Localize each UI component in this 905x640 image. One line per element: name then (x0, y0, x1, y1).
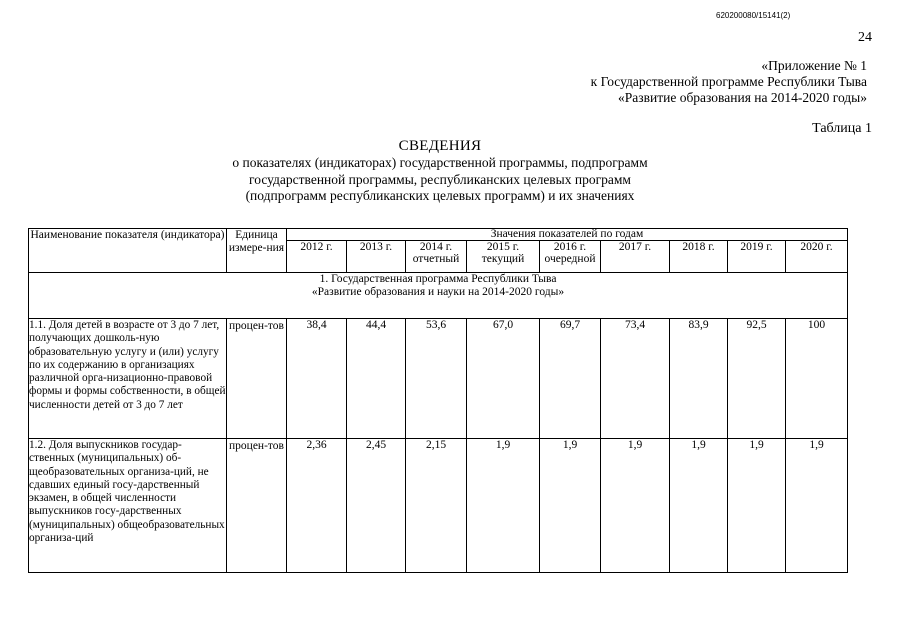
title-line-2: государственной программы, республиканских целевых программ (249, 171, 631, 187)
document-id: 620200080/15141(2) (716, 11, 791, 20)
indicator-value: 69,7 (540, 319, 601, 439)
document-title (0, 138, 880, 205)
page-number: 24 (858, 30, 872, 45)
indicator-value: 2,45 (347, 439, 406, 573)
section-title-line-1: 1. Государственная программа Республики Тыва (319, 273, 557, 285)
indicator-name: 1.1. Доля детей в возрасте от 3 до 7 лет, получающих дошколь-ную образовательную услугу и (или) услугу по их содержанию в организациях различной орга-низационно-правовой формы и формы собственности, в общей численности детей от 3 до 7 лет (29, 319, 227, 439)
indicator-value: 1,9 (670, 439, 728, 573)
column-header-unit: Единица измере-ния (227, 229, 287, 273)
indicator-value: 83,9 (670, 319, 728, 439)
table-row (29, 439, 848, 573)
indicator-name: 1.2. Доля выпускников государ-ственных (муниципальных) об-щеобразовательных организа-ций, не сдавших единый госу-дарственный экзамен, в общей численности выпускников госу-дарственных (муниципальных) общеобразовательных организа-ций (29, 439, 227, 573)
indicator-value: 38,4 (287, 319, 347, 439)
indicator-value: 73,4 (601, 319, 670, 439)
indicator-value: 1,9 (786, 439, 848, 573)
indicator-value: 67,0 (467, 319, 540, 439)
year-header: 2012 г. (287, 241, 347, 273)
appendix-line-2: к Государственной программе Республики Тыва (590, 74, 867, 89)
indicator-unit: процен-тов (227, 319, 287, 439)
indicator-unit: процен-тов (227, 439, 287, 573)
year-header: 2016 г. очередной (540, 241, 601, 273)
indicator-value: 92,5 (728, 319, 786, 439)
indicator-value: 53,6 (406, 319, 467, 439)
indicators-table (28, 228, 848, 573)
table-label: Таблица 1 (812, 121, 872, 136)
indicator-value: 1,9 (540, 439, 601, 573)
year-header: 2019 г. (728, 241, 786, 273)
appendix-line-3: «Развитие образования на 2014-2020 годы» (618, 90, 867, 105)
section-title-line-2: «Развитие образования и науки на 2014-2020 годы» (311, 286, 565, 298)
year-header: 2018 г. (670, 241, 728, 273)
indicator-value: 2,15 (406, 439, 467, 573)
indicator-value: 1,9 (601, 439, 670, 573)
values-header: Значения показателей по годам (287, 229, 848, 241)
year-header: 2020 г. (786, 241, 848, 273)
year-header: 2014 г. отчетный (406, 241, 467, 273)
indicator-value: 1,9 (467, 439, 540, 573)
table-row (29, 319, 848, 439)
appendix-line-1: «Приложение № 1 (761, 58, 867, 73)
year-header: 2013 г. (347, 241, 406, 273)
title-line-1: о показателях (индикаторах) государственной программы, подпрограмм (232, 155, 648, 170)
year-header: 2015 г. текущий (467, 241, 540, 273)
title-main: СВЕДЕНИЯ (398, 138, 482, 154)
indicator-value: 44,4 (347, 319, 406, 439)
column-header-name: Наименование показателя (индикатора) (29, 229, 227, 273)
section-row (29, 273, 848, 319)
title-line-3: (подпрограмм республиканских целевых программ) и их значениях (245, 188, 635, 203)
indicator-value: 100 (786, 319, 848, 439)
indicator-value: 1,9 (728, 439, 786, 573)
indicator-value: 2,36 (287, 439, 347, 573)
year-header: 2017 г. (601, 241, 670, 273)
